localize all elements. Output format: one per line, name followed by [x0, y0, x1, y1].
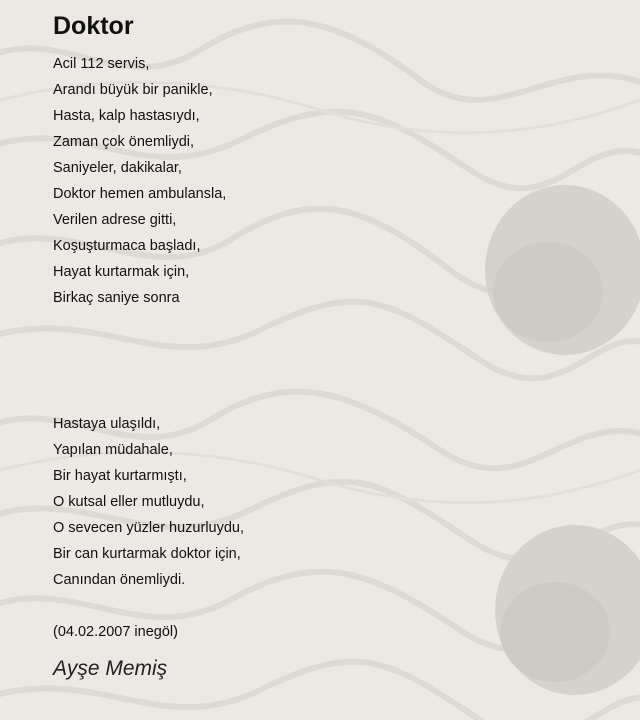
poem-line: Bir hayat kurtarmıştı, [53, 468, 187, 484]
stanza-1 [53, 51, 226, 311]
poem-line: Bir can kurtarmak doktor için, [53, 546, 241, 562]
poem-title: Doktor [53, 12, 134, 40]
stanza-2 [53, 411, 244, 593]
poem-line: Verilen adrese gitti, [53, 212, 177, 228]
poem-line: Saniyeler, dakikalar, [53, 160, 182, 176]
poem-line: Hastaya ulaşıldı, [53, 416, 161, 432]
poem-line: Birkaç saniye sonra [53, 290, 180, 306]
poem-line: Acil 112 servis, [53, 56, 150, 72]
poem-line: Arandı büyük bir panikle, [53, 82, 213, 98]
poem-line: Canından önemliydi. [53, 572, 186, 588]
poem-date-place: (04.02.2007 inegöl) [53, 624, 178, 640]
poem-line: Yapılan müdahale, [53, 442, 173, 458]
poem-line: O kutsal eller mutluydu, [53, 494, 205, 510]
poem-author[interactable]: Ayşe Memiş [53, 657, 168, 680]
poem-line: Doktor hemen ambulansla, [53, 186, 227, 202]
poem-line: Hasta, kalp hastasıydı, [53, 108, 200, 124]
poem-line: O sevecen yüzler huzurluydu, [53, 520, 245, 536]
poem-line: Zaman çok önemliydi, [53, 134, 195, 150]
poem-line: Koşuşturmaca başladı, [53, 238, 201, 254]
poem-line: Hayat kurtarmak için, [53, 264, 190, 280]
